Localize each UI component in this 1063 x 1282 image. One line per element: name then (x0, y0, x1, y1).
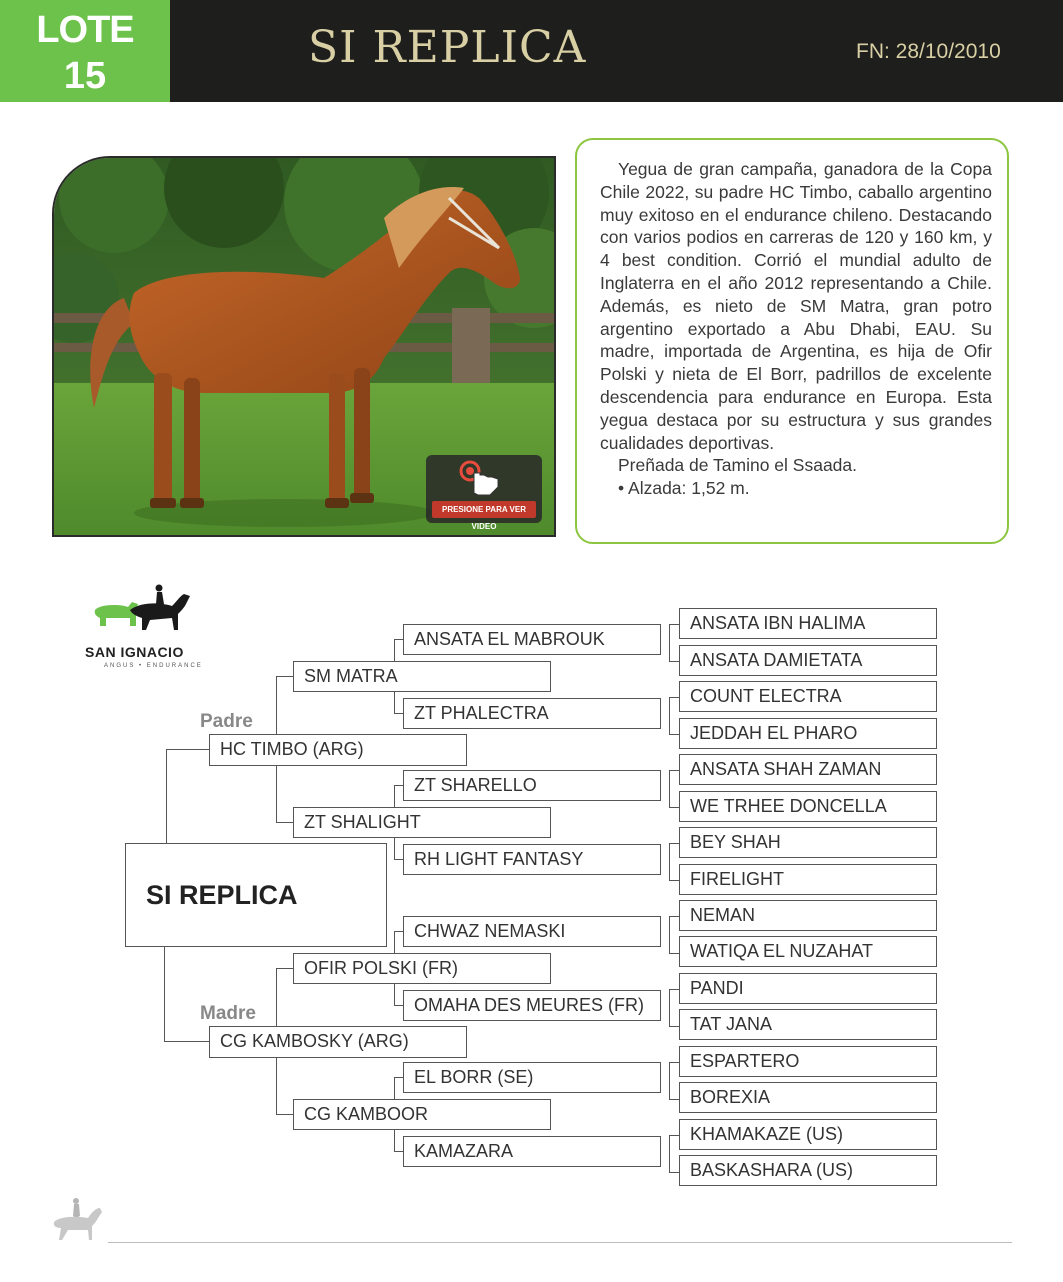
pedigree-gen3-4: RH LIGHT FANTASY (403, 844, 661, 875)
pedigree-gen3-3: ZT SHARELLO (403, 770, 661, 801)
pedigree-gen4-7: BEY SHAH (679, 827, 937, 858)
pedigree-gen4-14: BOREXIA (679, 1082, 937, 1113)
footer-divider (108, 1242, 1012, 1243)
play-video-label: PRESIONE PARA VER VIDEO (432, 501, 536, 518)
pedigree-gen4-15: KHAMAKAZE (US) (679, 1119, 937, 1150)
pedigree-gen4-10: WATIQA EL NUZAHAT (679, 936, 937, 967)
pedigree-gen4-6: WE TRHEE DONCELLA (679, 791, 937, 822)
horse-name-title: SI REPLICA (308, 22, 587, 73)
pedigree-sire: HC TIMBO (ARG) (209, 734, 467, 766)
pedigree-gen4-3: COUNT ELECTRA (679, 681, 937, 712)
pedigree-gen2-1: SM MATRA (293, 661, 551, 692)
logo-brand-text: SAN IGNACIO (85, 644, 184, 660)
pedigree-gen3-1: ANSATA EL MABROUK (403, 624, 661, 655)
logo-subtitle: ANGUS • ENDURANCE (104, 663, 203, 669)
play-video-button[interactable] (426, 455, 542, 531)
rider-horse-icon (48, 1196, 104, 1246)
lot-label: LOTE (36, 9, 134, 51)
pedigree-gen3-8: KAMAZARA (403, 1136, 661, 1167)
pedigree-gen2-4: CG KAMBOOR (293, 1099, 551, 1130)
pedigree-gen4-2: ANSATA DAMIETATA (679, 645, 937, 676)
san-ignacio-logo (80, 580, 210, 670)
pedigree-gen4-11: PANDI (679, 973, 937, 1004)
description-panel (575, 138, 1009, 544)
pedigree-gen4-5: ANSATA SHAH ZAMAN (679, 754, 937, 785)
dam-label: Madre (200, 1003, 256, 1024)
pedigree-gen3-5: CHWAZ NEMASKI (403, 916, 661, 947)
pedigree-subject: SI REPLICA (125, 843, 387, 947)
touch-hand-icon (426, 455, 542, 501)
pedigree-gen4-4: JEDDAH EL PHARO (679, 718, 937, 749)
pedigree-dam: CG KAMBOSKY (ARG) (209, 1026, 467, 1058)
sire-label: Padre (200, 711, 253, 732)
description-paragraph: Yegua de gran campaña, ganadora de la Copa Chile 2022, su padre HC Timbo, caballo argentino muy exitoso en el endurance chileno. Destacando con varios podios en carreras de 120 y 160 km, y 4 best condition. Corrió el mundial adulto de Inglaterra en el año 2012 representando a Chile. Además, es nieto de SM Matra, gran potro argentino exportado a Abu Dhabi, EAU. Su madre, importada de Argentina, es hija de Ofir Polski y nieta de El Borr, padrillos de excelente descendencia para endurance en Europa. Esta yegua destaca por su estructura y sus grandes cualidades deportivas. (600, 159, 992, 453)
pedigree-gen3-7: EL BORR (SE) (403, 1062, 661, 1093)
pedigree-gen4-1: ANSATA IBN HALIMA (679, 608, 937, 639)
height-note: • Alzada: 1,52 m. (618, 478, 750, 499)
header-bar (0, 0, 1063, 102)
pedigree-gen4-13: ESPARTERO (679, 1046, 937, 1077)
cow-rider-logo-icon (80, 580, 210, 642)
pregnancy-note: Preñada de Tamino el Ssaada. (618, 455, 858, 476)
pedigree-gen4-9: NEMAN (679, 900, 937, 931)
pedigree-gen3-6: OMAHA DES MEURES (FR) (403, 990, 661, 1021)
lot-badge (0, 0, 170, 102)
pedigree-gen3-2: ZT PHALECTRA (403, 698, 661, 729)
pedigree-gen4-8: FIRELIGHT (679, 864, 937, 895)
pedigree-gen2-3: OFIR POLSKI (FR) (293, 953, 551, 984)
lot-number: 15 (63, 55, 107, 97)
pedigree-gen2-2: ZT SHALIGHT (293, 807, 551, 838)
pedigree-gen4-16: BASKASHARA (US) (679, 1155, 937, 1186)
pedigree-gen4-12: TAT JANA (679, 1009, 937, 1040)
birth-date: FN: 28/10/2010 (856, 40, 1001, 63)
